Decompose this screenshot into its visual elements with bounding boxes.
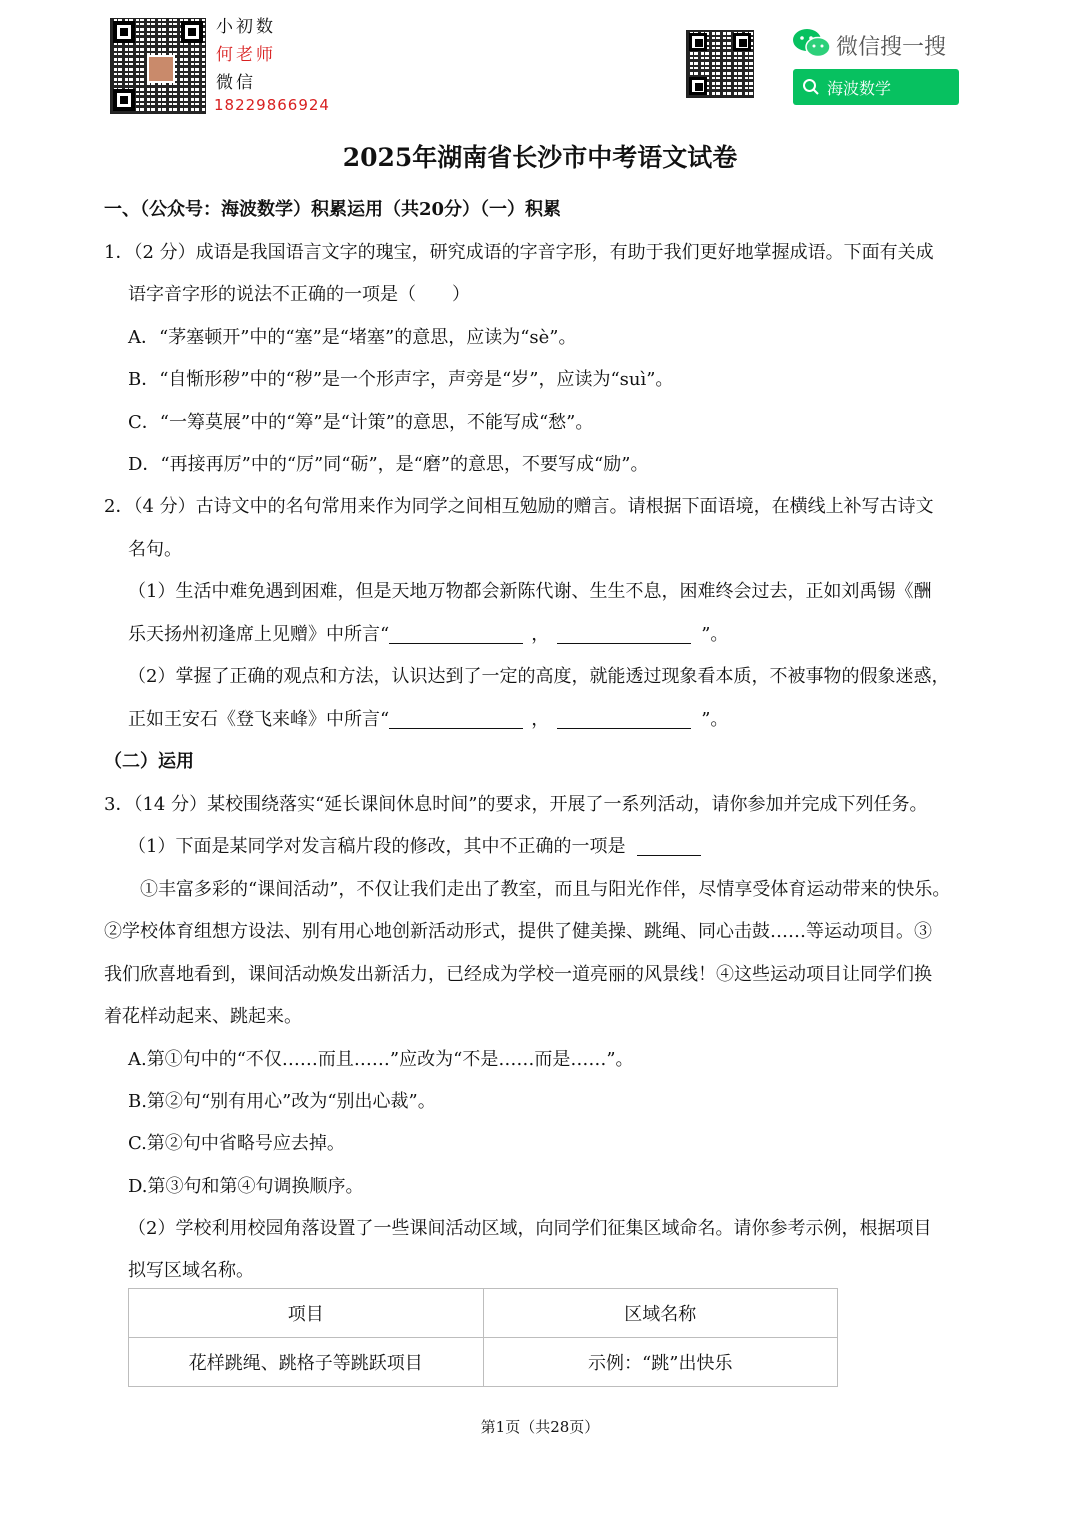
- q3-sub1-blank[interactable]: [637, 835, 701, 856]
- table-header-row: [129, 1289, 838, 1338]
- q2-part2-blank1[interactable]: [389, 708, 523, 729]
- q2-close: ”。: [701, 624, 729, 645]
- q2-part2-blank2[interactable]: [557, 708, 691, 729]
- q3-sub2-line2: 拟写区域名称。: [128, 1260, 254, 1281]
- page-number: 第1页（共28页）: [480, 1418, 600, 1436]
- q3-option-c: C.第②句中省略号应去掉。: [128, 1133, 345, 1154]
- handwritten-phone: 18229866924: [214, 96, 330, 114]
- q1-option-b: B．“自惭形秽”中的“秽”是一个形声字，声旁是“岁”，应读为“suì”。: [128, 369, 674, 390]
- q3-sub1: [128, 832, 701, 858]
- q2-part1-blank1[interactable]: [389, 623, 523, 644]
- q1-stem-line2: 语字音字形的说法不正确的一项是（ ）: [128, 284, 470, 305]
- q2-close: ”。: [701, 709, 729, 730]
- handwritten-line-1: 小初数: [216, 17, 276, 37]
- zone-naming-table: [128, 1288, 838, 1387]
- q2-part2-line2: [128, 705, 728, 731]
- q3-passage-line2: ②学校体育组想方设法、别有用心地创新活动形式，提供了健美操、跳绳、同心击鼓……等运动项目。③: [104, 921, 932, 942]
- q2-part1-prefix: 乐天扬州初逢席上见赠》中所言“: [128, 624, 390, 645]
- page-title: 2025年湖南省长沙市中考语文试卷: [342, 143, 738, 172]
- q3-passage-line3: 我们欣喜地看到，课间活动焕发出新活力，已经成为学校一道亮丽的风景线！④这些运动项目让同学们换: [104, 964, 932, 985]
- q1-option-c: C．“一筹莫展”中的“筹”是“计策”的意思，不能写成“愁”。: [128, 412, 594, 433]
- table-row: [129, 1338, 838, 1387]
- search-button-label: 海波数学: [827, 79, 892, 98]
- q3-sub2-line1: （2）学校利用校园角落设置了一些课间活动区域，向同学们征集区域命名。请你参考示例，根据项目: [128, 1218, 932, 1239]
- q2-comma: ，: [531, 624, 550, 645]
- q3-sub1-text: （1）下面是某同学对发言稿片段的修改，其中不正确的一项是: [128, 836, 626, 857]
- q3-option-a: A.第①句中的“不仅……而且……”应改为“不是……而是……”。: [128, 1049, 634, 1070]
- qr-code-left: [110, 18, 206, 114]
- table-header-cell: 区域名称: [483, 1289, 838, 1338]
- q2-part1-blank2[interactable]: [557, 623, 691, 644]
- table-cell: 花样跳绳、跳格子等跳跃项目: [129, 1338, 484, 1387]
- avatar: [147, 55, 175, 83]
- search-icon: [802, 78, 820, 96]
- q3-passage-line4: 着花样动起来、跳起来。: [104, 1006, 302, 1027]
- q1-option-a: A．“茅塞顿开”中的“塞”是“堵塞”的意思，应读为“sè”。: [128, 327, 577, 348]
- wechat-search-label: 微信搜一搜: [836, 35, 947, 60]
- q3-passage-line1: ①丰富多彩的“课间活动”，不仅让我们走出了教室，而且与阳光作伴，尽情享受体育运动带来的快乐。: [140, 879, 951, 900]
- q1-stem-line1: 1．（2 分）成语是我国语言文字的瑰宝，研究成语的字音字形，有助于我们更好地掌握成语。下面有关成: [104, 242, 934, 263]
- handwritten-line-2: 何老师: [216, 45, 276, 65]
- q2-comma: ，: [531, 709, 550, 730]
- section-heading-1: 一、（公众号：海波数学）积累运用（共20分）（一）积累: [104, 199, 562, 220]
- search-button[interactable]: [793, 69, 959, 105]
- table-cell: 示例：“跳”出快乐: [483, 1338, 838, 1387]
- q3-option-b: B.第②句“别有用心”改为“别出心裁”。: [128, 1091, 436, 1112]
- q2-part2-prefix: 正如王安石《登飞来峰》中所言“: [128, 709, 390, 730]
- q2-part1-line1: （1）生活中难免遇到困难，但是天地万物都会新陈代谢、生生不息，困难终会过去，正如刘禹锡《酬: [128, 581, 932, 602]
- q2-part1-line2: [128, 620, 728, 646]
- q2-part2-line1: （2）掌握了正确的观点和方法，认识达到了一定的高度，就能透过现象看本质，不被事物的假象迷惑，: [128, 666, 950, 687]
- wechat-icon: [792, 28, 832, 58]
- section-heading-2: （二）运用: [104, 751, 194, 772]
- handwritten-line-3: 微信: [216, 73, 256, 93]
- qr-code-right: [686, 30, 754, 98]
- q2-stem-line2: 名句。: [128, 539, 182, 560]
- q2-stem-line1: 2．（4 分）古诗文中的名句常用来作为同学之间相互勉励的赠言。请根据下面语境，在横线上补写古诗文: [104, 496, 934, 517]
- q3-stem: 3．（14 分）某校围绕落实“延长课间休息时间”的要求，开展了一系列活动，请你参加并完成下列任务。: [104, 794, 928, 815]
- q1-option-d: D．“再接再厉”中的“厉”同“砺”，是“磨”的意思，不要写成“励”。: [128, 454, 649, 475]
- table-header-cell: 项目: [129, 1289, 484, 1338]
- q3-option-d: D.第③句和第④句调换顺序。: [128, 1176, 364, 1197]
